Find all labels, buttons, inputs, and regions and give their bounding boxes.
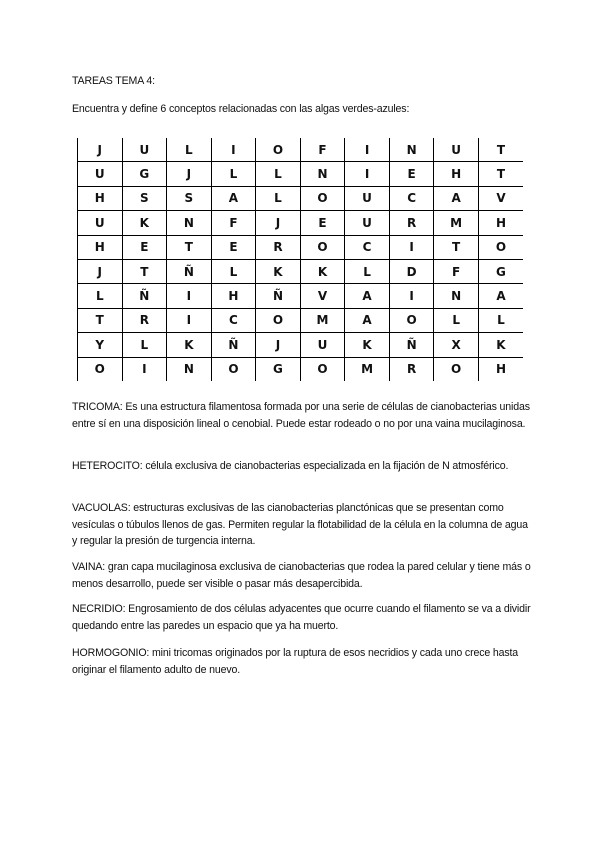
grid-cell: U bbox=[78, 162, 123, 186]
grid-cell: V bbox=[300, 284, 345, 308]
grid-cell: I bbox=[389, 284, 434, 308]
grid-cell: T bbox=[478, 138, 523, 162]
grid-cell: L bbox=[122, 333, 167, 357]
grid-cell: N bbox=[167, 357, 212, 381]
grid-cell: T bbox=[122, 259, 167, 283]
grid-cell: Ñ bbox=[389, 333, 434, 357]
grid-cell: I bbox=[389, 235, 434, 259]
grid-cell: T bbox=[478, 162, 523, 186]
grid-cell: L bbox=[256, 162, 301, 186]
grid-row bbox=[78, 284, 524, 308]
grid-cell: I bbox=[345, 162, 390, 186]
grid-cell: F bbox=[300, 138, 345, 162]
grid-cell: E bbox=[122, 235, 167, 259]
grid-cell: E bbox=[389, 162, 434, 186]
grid-cell: U bbox=[300, 333, 345, 357]
definition-heterocito: HETEROCITO: célula exclusiva de cianobacterias especializada en la fijación de N atmosférico. bbox=[72, 460, 509, 472]
grid-cell: R bbox=[122, 308, 167, 332]
grid-cell: G bbox=[478, 259, 523, 283]
definition-necridio: NECRIDIO: Engrosamiento de dos células adyacentes que ocurre cuando el filamento se va a dividir quedando entre las paredes un espacio que ya ha muerto. bbox=[72, 603, 531, 632]
grid-cell: M bbox=[345, 357, 390, 381]
grid-cell: L bbox=[211, 259, 256, 283]
grid-cell: T bbox=[167, 235, 212, 259]
grid-cell: S bbox=[167, 186, 212, 210]
grid-cell: K bbox=[256, 259, 301, 283]
grid-cell: Ñ bbox=[167, 259, 212, 283]
grid-cell: M bbox=[300, 308, 345, 332]
grid-cell: U bbox=[78, 211, 123, 235]
grid-cell: O bbox=[478, 235, 523, 259]
grid-cell: A bbox=[478, 284, 523, 308]
grid-row bbox=[78, 357, 524, 381]
grid-row bbox=[78, 333, 524, 357]
grid-cell: D bbox=[389, 259, 434, 283]
grid-cell: H bbox=[478, 357, 523, 381]
grid-cell: F bbox=[434, 259, 479, 283]
instruction-text: Encuentra y define 6 conceptos relacionadas con las algas verdes-azules: bbox=[72, 103, 410, 115]
grid-row bbox=[78, 162, 524, 186]
grid-cell: H bbox=[78, 186, 123, 210]
grid-cell: C bbox=[389, 186, 434, 210]
grid-cell: K bbox=[345, 333, 390, 357]
grid-cell: R bbox=[389, 211, 434, 235]
definition-hormogonio: HORMOGONIO: mini tricomas originados por la ruptura de esos necridios y cada uno crece hasta originar el filamento adulto de nuevo. bbox=[72, 647, 519, 676]
grid-cell: Ñ bbox=[122, 284, 167, 308]
grid-cell: Y bbox=[78, 333, 123, 357]
grid-cell: O bbox=[78, 357, 123, 381]
grid-row bbox=[78, 235, 524, 259]
grid-cell: H bbox=[78, 235, 123, 259]
grid-cell: I bbox=[345, 138, 390, 162]
grid-cell: I bbox=[167, 284, 212, 308]
grid-cell: U bbox=[122, 138, 167, 162]
grid-cell: F bbox=[211, 211, 256, 235]
grid-cell: K bbox=[478, 333, 523, 357]
grid-cell: K bbox=[300, 259, 345, 283]
grid-cell: U bbox=[345, 186, 390, 210]
grid-cell: N bbox=[300, 162, 345, 186]
grid-cell: T bbox=[434, 235, 479, 259]
grid-cell: G bbox=[256, 357, 301, 381]
grid-cell: O bbox=[211, 357, 256, 381]
grid-cell: O bbox=[300, 357, 345, 381]
grid-cell: O bbox=[256, 308, 301, 332]
grid-cell: O bbox=[300, 235, 345, 259]
grid-cell: A bbox=[434, 186, 479, 210]
grid-row bbox=[78, 308, 524, 332]
grid-cell: V bbox=[478, 186, 523, 210]
grid-cell: A bbox=[211, 186, 256, 210]
definition-vacuolas: VACUOLAS: estructuras exclusivas de las cianobacterias planctónicas que se presentan como vesículas o túbulos llenos de gas. Permiten regular la flotabilidad de la célula en la columna de agua y regular la presión de turgencia interna. bbox=[72, 502, 528, 547]
grid-cell: L bbox=[211, 162, 256, 186]
grid-cell: O bbox=[300, 186, 345, 210]
grid-row bbox=[78, 186, 524, 210]
grid-row bbox=[78, 259, 524, 283]
grid-cell: C bbox=[345, 235, 390, 259]
grid-cell: Ñ bbox=[256, 284, 301, 308]
grid-row bbox=[78, 138, 524, 162]
grid-cell: L bbox=[167, 138, 212, 162]
grid-cell: L bbox=[478, 308, 523, 332]
grid-cell: L bbox=[434, 308, 479, 332]
grid-cell: M bbox=[434, 211, 479, 235]
grid-cell: X bbox=[434, 333, 479, 357]
grid-cell: H bbox=[434, 162, 479, 186]
grid-cell: J bbox=[78, 138, 123, 162]
grid-cell: J bbox=[78, 259, 123, 283]
grid-cell: H bbox=[478, 211, 523, 235]
grid-cell: E bbox=[300, 211, 345, 235]
grid-cell: I bbox=[122, 357, 167, 381]
grid-cell: K bbox=[122, 211, 167, 235]
grid-cell: U bbox=[345, 211, 390, 235]
grid-cell: J bbox=[167, 162, 212, 186]
grid-cell: R bbox=[389, 357, 434, 381]
grid-cell: N bbox=[167, 211, 212, 235]
grid-cell: S bbox=[122, 186, 167, 210]
grid-cell: A bbox=[345, 284, 390, 308]
definition-vaina: VAINA: gran capa mucilaginosa exclusiva de cianobacterias que rodea la pared celular y tiene más o menos desarrollo, puede ser visible o pasar más desapercibida. bbox=[72, 561, 531, 590]
grid-cell: E bbox=[211, 235, 256, 259]
grid-cell: I bbox=[211, 138, 256, 162]
grid-cell: O bbox=[434, 357, 479, 381]
word-search-grid bbox=[77, 138, 523, 381]
grid-cell: A bbox=[345, 308, 390, 332]
grid-cell: R bbox=[256, 235, 301, 259]
definition-tricoma: TRICOMA: Es una estructura filamentosa formada por una serie de células de cianobacterias unidas entre sí en una disposición lineal o cenobial. Puede estar rodeado o no por una vaina mucilaginosa. bbox=[72, 401, 530, 430]
grid-row bbox=[78, 211, 524, 235]
page-title: TAREAS TEMA 4: bbox=[72, 75, 155, 87]
grid-cell: I bbox=[167, 308, 212, 332]
grid-cell: J bbox=[256, 333, 301, 357]
grid-cell: L bbox=[78, 284, 123, 308]
grid-cell: H bbox=[211, 284, 256, 308]
grid-cell: Ñ bbox=[211, 333, 256, 357]
grid-cell: N bbox=[389, 138, 434, 162]
grid-cell: J bbox=[256, 211, 301, 235]
grid-cell: G bbox=[122, 162, 167, 186]
grid-cell: O bbox=[256, 138, 301, 162]
grid-cell: O bbox=[389, 308, 434, 332]
grid-cell: T bbox=[78, 308, 123, 332]
grid-cell: L bbox=[256, 186, 301, 210]
grid-cell: K bbox=[167, 333, 212, 357]
grid-cell: C bbox=[211, 308, 256, 332]
grid-cell: L bbox=[345, 259, 390, 283]
grid-cell: N bbox=[434, 284, 479, 308]
grid-cell: U bbox=[434, 138, 479, 162]
